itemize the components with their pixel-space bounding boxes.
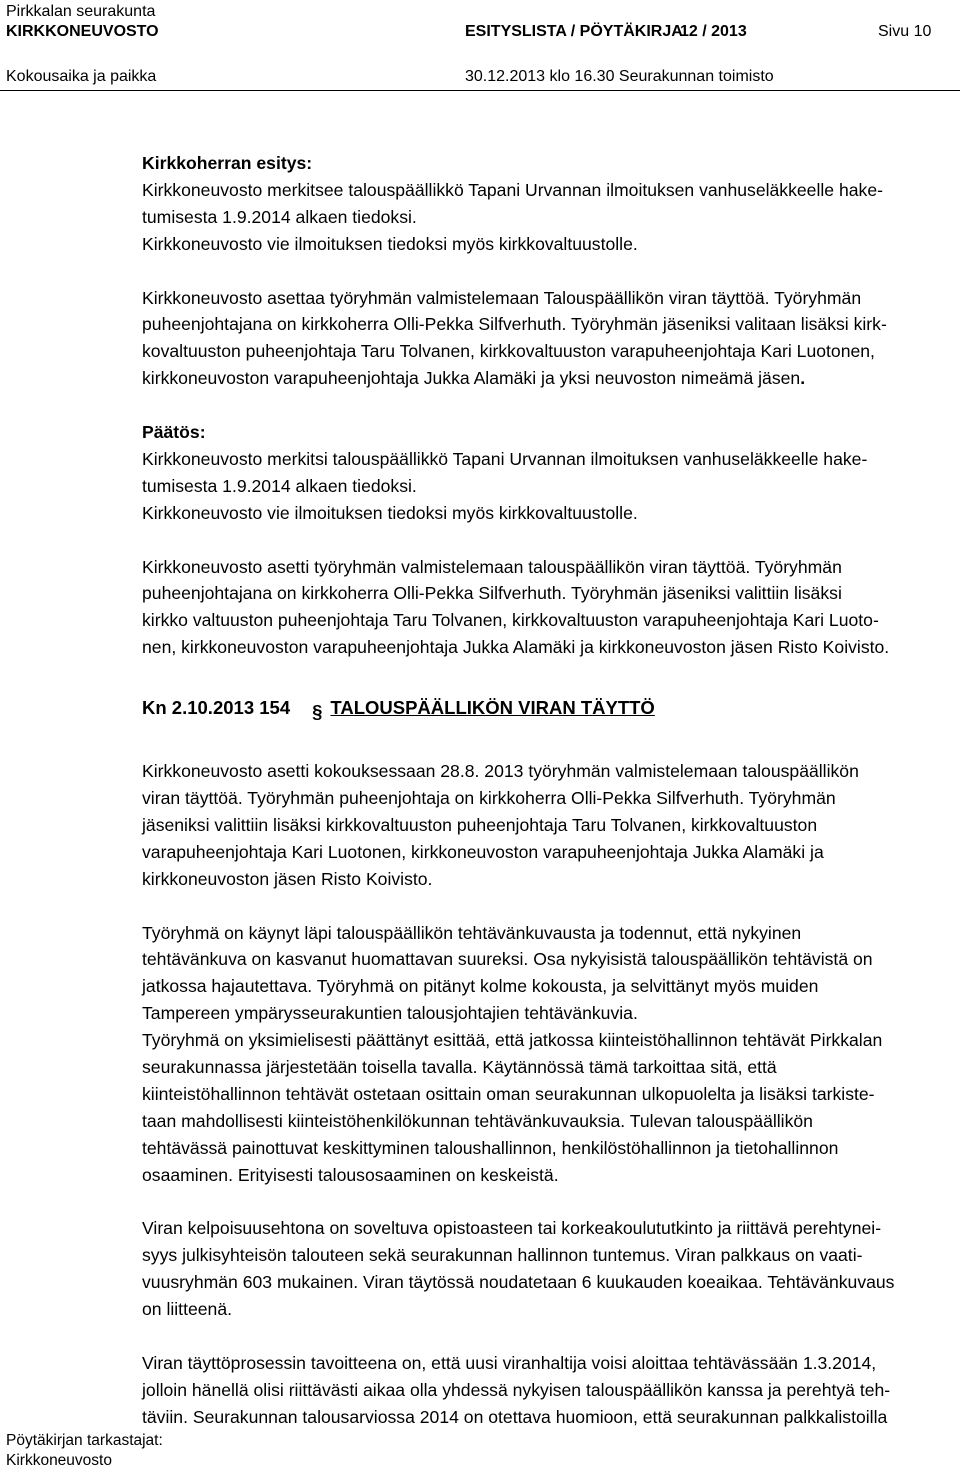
- text-line: tumisesta 1.9.2014 alkaen tiedoksi.: [142, 206, 417, 227]
- proposal-heading: Kirkkoherran esitys:: [142, 153, 313, 173]
- footer-label: Pöytäkirjan tarkastajat:: [6, 1432, 163, 1449]
- text-line: puheenjohtajana on kirkkoherra Olli-Pekka Silfverhuth. Työryhmän jäseniksi valitaan lisäksi kirk-: [142, 314, 887, 335]
- doc-number: 12 / 2013: [680, 23, 747, 40]
- kn-reference: Kn 2.10.2013 154: [142, 697, 291, 719]
- text-line: on liitteenä.: [142, 1299, 232, 1320]
- text-line: kiinteistöhallinnon tehtävät ostetaan osittain oman seurakunnan ulkopuolelta ja lisäksi tarkiste-: [142, 1083, 875, 1104]
- page-number: Sivu 10: [878, 23, 932, 40]
- section-title: TALOUSPÄÄLLIKÖN VIRAN TÄYTTÖ: [330, 697, 655, 719]
- decision-heading: Päätös:: [142, 422, 206, 443]
- text-line: Kirkkoneuvosto merkitsee talouspäällikkö Tapani Urvannan ilmoituksen vanhuseläkkeelle hake-: [142, 179, 883, 200]
- text-line: täviin. Seurakunnan talousarviossa 2014 on otettava huomioon, että seurakunnan palkkalistoilla: [142, 1406, 888, 1427]
- text-line: Kirkkoneuvosto asetti työryhmän valmistelemaan talouspäällikön viran täyttöä. Työryhmän: [142, 556, 842, 577]
- text-line: kirkko valtuuston puheenjohtaja Taru Tolvanen, kirkkovaltuuston varapuheenjohtaja Kari Luoto-: [142, 610, 879, 631]
- text-line: tehtävässä painottuvat keskittyminen taloushallinnon, henkilöstöhallinnon ja tietohallinnon: [142, 1137, 839, 1158]
- text-line: tumisesta 1.9.2014 alkaen tiedoksi.: [142, 475, 417, 496]
- section-heading: [142, 695, 942, 722]
- meeting-label: Kokousaika ja paikka: [6, 68, 157, 85]
- text-line: seurakunnassa järjestetään toisella tavalla. Käytännössä tämä tarkoittaa sitä, että: [142, 1057, 777, 1078]
- text-line: vuusryhmän 603 mukainen. Viran täytössä noudatetaan 6 kuukauden koeaikaa. Tehtävänkuvaus: [142, 1272, 895, 1293]
- document-body: [142, 150, 942, 1431]
- text-line: jolloin hänellä olisi riittävästi aikaa olla yhdessä nykyisen talouspäällikön kanssa ja perehtyä teh-: [142, 1379, 891, 1400]
- text-line: osaaminen. Erityisesti talousosaaminen on keskeistä.: [142, 1164, 559, 1185]
- text-line: kirkkoneuvoston varapuheenjohtaja Jukka Alamäki ja yksi neuvoston nimeämä jäsen.: [142, 368, 806, 389]
- header-divider: [0, 90, 960, 91]
- text-line: jatkossa hajautettava. Työryhmä on pitänyt kolme kokousta, ja selvittänyt myös muiden: [142, 976, 819, 997]
- text-line: Viran kelpoisuusehtona on soveltuva opistoasteen tai korkeakoulututkinto ja riittävä perehtynei-: [142, 1218, 882, 1239]
- org-name: Pirkkalan seurakunta: [6, 3, 156, 20]
- text-line: Kirkkoneuvosto asetti kokouksessaan 28.8. 2013 työryhmän valmistelemaan talouspäällikön: [142, 761, 859, 782]
- text-line: puheenjohtajana on kirkkoherra Olli-Pekka Silfverhuth. Työryhmän jäseniksi valittiin lisäksi: [142, 583, 842, 604]
- text-line: nen, kirkkoneuvoston varapuheenjohtaja Jukka Alamäki ja kirkkoneuvoston jäsen Risto Koivisto.: [142, 637, 890, 658]
- page-header: [0, 0, 960, 93]
- body-name: KIRKKONEUVOSTO: [6, 23, 159, 40]
- text-line: taan mahdollisesti kiinteistöhenkilökunnan tehtävänkuvauksia. Tulevan talouspäällikön: [142, 1110, 813, 1131]
- text-line: Tampereen ympärysseurakuntien talousjohtajien tehtävänkuvia.: [142, 1003, 638, 1024]
- section-mark: §: [312, 701, 323, 723]
- text-line: Työryhmä on yksimielisesti päättänyt esittää, että jatkossa kiinteistöhallinnon tehtävät Pirkkalan: [142, 1030, 883, 1051]
- text-line: Kirkkoneuvosto vie ilmoituksen tiedoksi myös kirkkovaltuustolle.: [142, 233, 638, 254]
- text-line: syys julkisyhteisön talouteen sekä seurakunnan hallinnon tuntemus. Viran palkkaus on vaati-: [142, 1245, 863, 1266]
- text-line: tehtävänkuva on kasvanut huomattavan suureksi. Osa nykyisistä talouspäällikön tehtävistä on: [142, 949, 873, 970]
- text-line: Kirkkoneuvosto asettaa työryhmän valmistelemaan Talouspäällikön viran täyttöä. Työryhmän: [142, 287, 862, 308]
- text-line: viran täyttöä. Työryhmän puheenjohtaja on kirkkoherra Olli-Pekka Silfverhuth. Työryhmän: [142, 787, 836, 808]
- text-line: Työryhmä on käynyt läpi talouspäällikön tehtävänkuvausta ja todennut, että nykyinen: [142, 922, 802, 943]
- footer-value: Kirkkoneuvosto: [6, 1452, 112, 1469]
- text-line: kirkkoneuvoston jäsen Risto Koivisto.: [142, 868, 433, 889]
- text-line: Kirkkoneuvosto vie ilmoituksen tiedoksi myös kirkkovaltuustolle.: [142, 502, 638, 523]
- text-line: Viran täyttöprosessin tavoitteena on, että uusi viranhaltija voisi aloittaa tehtävässään 1.3.2014,: [142, 1352, 877, 1373]
- text-line: varapuheenjohtaja Kari Luotonen, kirkkoneuvoston varapuheenjohtaja Jukka Alamäki ja: [142, 841, 824, 862]
- meeting-value: 30.12.2013 klo 16.30 Seurakunnan toimisto: [465, 68, 774, 85]
- text-line: Kirkkoneuvosto merkitsi talouspäällikkö Tapani Urvannan ilmoituksen vanhuseläkkeelle hake-: [142, 448, 868, 469]
- text-line: jäseniksi valittiin lisäksi kirkkovaltuuston puheenjohtaja Taru Tolvanen, kirkkovaltuuston: [142, 814, 818, 835]
- doc-type: ESITYSLISTA / PÖYTÄKIRJA: [465, 23, 683, 40]
- page-footer: [0, 1431, 163, 1471]
- text-line: kovaltuuston puheenjohtaja Taru Tolvanen, kirkkovaltuuston varapuheenjohtaja Kari Luotonen,: [142, 341, 875, 362]
